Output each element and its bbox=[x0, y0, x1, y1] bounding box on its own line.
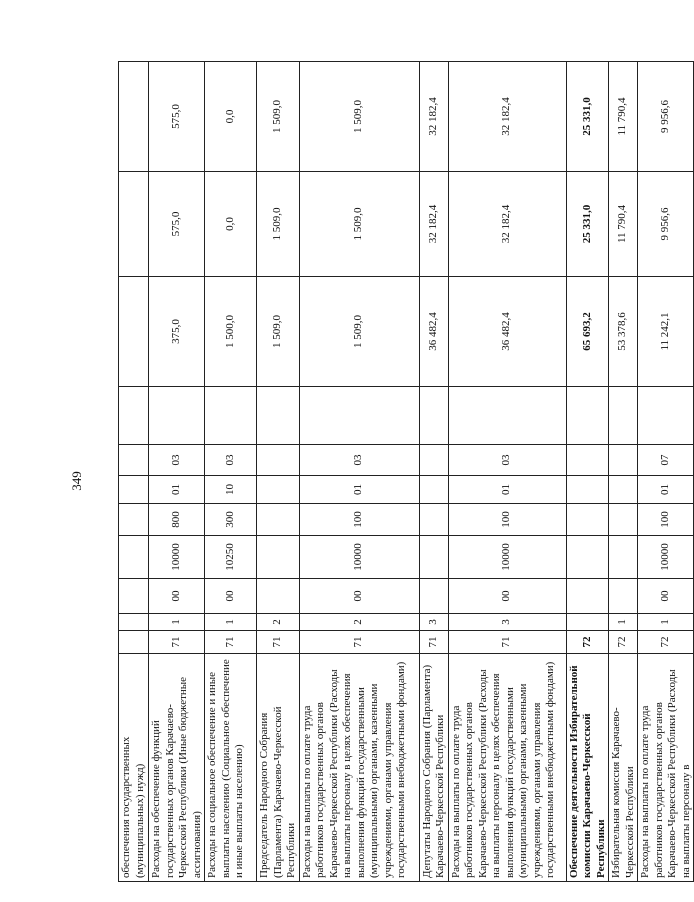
code-cell: 01 bbox=[149, 476, 205, 504]
code-cell: 71 bbox=[448, 631, 566, 654]
code-cell bbox=[566, 579, 609, 614]
code-cell bbox=[566, 536, 609, 579]
code-cell bbox=[609, 387, 638, 445]
code-cell bbox=[419, 445, 448, 476]
code-cell: 3 bbox=[419, 614, 448, 631]
code-cell: 1 bbox=[205, 614, 257, 631]
row-name-cell: Расходы на обеспечение функций государственных органов Карачаево-Черкесской Республики (Иные бюджетные ассигнования) bbox=[149, 654, 205, 882]
code-cell: 71 bbox=[299, 631, 419, 654]
code-cell bbox=[419, 504, 448, 536]
amount-cell: 1 500,0 bbox=[205, 277, 257, 387]
code-cell: 800 bbox=[149, 504, 205, 536]
code-cell: 100 bbox=[638, 504, 694, 536]
code-cell bbox=[566, 445, 609, 476]
code-cell bbox=[419, 579, 448, 614]
code-cell bbox=[205, 387, 257, 445]
code-cell: 00 bbox=[299, 579, 419, 614]
code-cell: 10000 bbox=[448, 536, 566, 579]
amount-cell: 36 482,4 bbox=[419, 277, 448, 387]
table-row bbox=[257, 62, 300, 882]
code-cell: 1 bbox=[609, 614, 638, 631]
code-cell: 1 bbox=[149, 614, 205, 631]
code-cell: 71 bbox=[205, 631, 257, 654]
page-number: 349 bbox=[69, 471, 84, 491]
code-cell: 03 bbox=[299, 445, 419, 476]
code-cell bbox=[119, 579, 149, 614]
code-cell: 72 bbox=[609, 631, 638, 654]
code-cell bbox=[119, 504, 149, 536]
row-name-cell: Председатель Народного Собрания (Парламента) Карачаево-Черкесской Республики bbox=[257, 654, 300, 882]
amount-cell: 32 182,4 bbox=[419, 62, 448, 172]
table-row bbox=[149, 62, 205, 882]
code-cell: 10000 bbox=[149, 536, 205, 579]
code-cell bbox=[257, 504, 300, 536]
amount-cell: 32 182,4 bbox=[419, 172, 448, 277]
row-name-cell: Депутаты Народного Собрания (Парламента) Карачаево-Черкесской Республики bbox=[419, 654, 448, 882]
code-cell bbox=[257, 536, 300, 579]
row-name-cell: Расходы на выплаты по оплате труда работников государственных органов Карачаево-Черкесской Республики (Расходы на выплаты персоналу в целях обеспечения выполнения функций государственными (муниципальными) органами, казенными учреждениями, органами управления государственными внебюджетными фондами) bbox=[448, 654, 566, 882]
amount-cell: 575,0 bbox=[149, 172, 205, 277]
code-cell: 01 bbox=[638, 476, 694, 504]
code-cell: 300 bbox=[205, 504, 257, 536]
code-cell bbox=[119, 387, 149, 445]
code-cell: 00 bbox=[638, 579, 694, 614]
row-name-cell: обеспечения государственных (муниципальных) нужд) bbox=[119, 654, 149, 882]
amount-cell: 11 790,4 bbox=[609, 62, 638, 172]
amount-cell: 0,0 bbox=[205, 62, 257, 172]
amount-cell: 375,0 bbox=[149, 277, 205, 387]
amount-cell: 36 482,4 bbox=[448, 277, 566, 387]
row-name-cell: Избирательная комиссия Карачаево-Черкесской Республики bbox=[609, 654, 638, 882]
code-cell: 10000 bbox=[638, 536, 694, 579]
table-row bbox=[609, 62, 638, 882]
table-row bbox=[419, 62, 448, 882]
row-name-cell: Расходы на выплаты по оплате труда работников государственных органов Карачаево-Черкесской Республики (Расходы на выплаты персоналу в bbox=[638, 654, 694, 882]
code-cell: 00 bbox=[448, 579, 566, 614]
table-row bbox=[448, 62, 566, 882]
code-cell bbox=[609, 445, 638, 476]
code-cell: 10 bbox=[205, 476, 257, 504]
table-row bbox=[299, 62, 419, 882]
budget-table bbox=[118, 61, 694, 882]
code-cell bbox=[257, 445, 300, 476]
table-body bbox=[119, 62, 694, 882]
code-cell: 01 bbox=[299, 476, 419, 504]
code-cell bbox=[609, 476, 638, 504]
row-name-cell: Расходы на выплаты по оплате труда работников государственных органов Карачаево-Черкесской Республики (Расходы на выплаты персоналу в целях обеспечения выполнения функций государственными (муниципальными) органами, казенными учреждениями, органами управления государственными внебюджетными фондами) bbox=[299, 654, 419, 882]
code-cell: 100 bbox=[299, 504, 419, 536]
table-row bbox=[566, 62, 609, 882]
code-cell: 2 bbox=[299, 614, 419, 631]
code-cell: 71 bbox=[257, 631, 300, 654]
code-cell bbox=[119, 476, 149, 504]
code-cell: 3 bbox=[448, 614, 566, 631]
amount-cell: 25 331,0 bbox=[566, 62, 609, 172]
code-cell: 1 bbox=[638, 614, 694, 631]
code-cell bbox=[119, 631, 149, 654]
amount-cell: 9 956,6 bbox=[638, 62, 694, 172]
amount-cell: 32 182,4 bbox=[448, 62, 566, 172]
row-name-cell: Расходы на социальное обеспечение и иные выплаты населению (Социальное обеспечение и иные выплаты населению) bbox=[205, 654, 257, 882]
amount-cell bbox=[119, 172, 149, 277]
code-cell bbox=[119, 614, 149, 631]
code-cell bbox=[566, 476, 609, 504]
code-cell: 100 bbox=[448, 504, 566, 536]
code-cell: 72 bbox=[566, 631, 609, 654]
code-cell bbox=[448, 387, 566, 445]
amount-cell: 0,0 bbox=[205, 172, 257, 277]
amount-cell: 11 790,4 bbox=[609, 172, 638, 277]
rotated-page bbox=[118, 62, 692, 882]
code-cell: 10000 bbox=[299, 536, 419, 579]
code-cell bbox=[609, 579, 638, 614]
code-cell bbox=[566, 504, 609, 536]
code-cell bbox=[609, 504, 638, 536]
amount-cell: 53 378,6 bbox=[609, 277, 638, 387]
code-cell: 01 bbox=[448, 476, 566, 504]
row-name-cell: Обеспечение деятельности Избирательной комиссии Карачаево-Черкесской Республики bbox=[566, 654, 609, 882]
amount-cell: 11 242,1 bbox=[638, 277, 694, 387]
budget-table-frame bbox=[118, 62, 692, 882]
amount-cell: 65 693,2 bbox=[566, 277, 609, 387]
code-cell bbox=[419, 387, 448, 445]
amount-cell bbox=[119, 62, 149, 172]
amount-cell: 1 509,0 bbox=[257, 172, 300, 277]
code-cell: 2 bbox=[257, 614, 300, 631]
code-cell bbox=[419, 476, 448, 504]
code-cell: 10250 bbox=[205, 536, 257, 579]
amount-cell: 1 509,0 bbox=[299, 172, 419, 277]
code-cell bbox=[566, 614, 609, 631]
code-cell: 07 bbox=[638, 445, 694, 476]
code-cell: 71 bbox=[149, 631, 205, 654]
code-cell: 72 bbox=[638, 631, 694, 654]
code-cell bbox=[257, 476, 300, 504]
amount-cell: 1 509,0 bbox=[257, 277, 300, 387]
code-cell bbox=[419, 536, 448, 579]
code-cell bbox=[299, 387, 419, 445]
code-cell: 00 bbox=[205, 579, 257, 614]
amount-cell: 575,0 bbox=[149, 62, 205, 172]
code-cell bbox=[566, 387, 609, 445]
amount-cell: 32 182,4 bbox=[448, 172, 566, 277]
amount-cell: 1 509,0 bbox=[299, 62, 419, 172]
code-cell: 71 bbox=[419, 631, 448, 654]
table-row bbox=[205, 62, 257, 882]
code-cell bbox=[638, 387, 694, 445]
amount-cell: 1 509,0 bbox=[257, 62, 300, 172]
code-cell: 00 bbox=[149, 579, 205, 614]
code-cell bbox=[257, 387, 300, 445]
code-cell bbox=[257, 579, 300, 614]
table-row bbox=[638, 62, 694, 882]
amount-cell bbox=[119, 277, 149, 387]
amount-cell: 9 956,6 bbox=[638, 172, 694, 277]
amount-cell: 1 509,0 bbox=[299, 277, 419, 387]
table-row bbox=[119, 62, 149, 882]
code-cell: 03 bbox=[149, 445, 205, 476]
code-cell bbox=[609, 536, 638, 579]
code-cell bbox=[149, 387, 205, 445]
code-cell: 03 bbox=[205, 445, 257, 476]
code-cell: 03 bbox=[448, 445, 566, 476]
code-cell bbox=[119, 536, 149, 579]
code-cell bbox=[119, 445, 149, 476]
amount-cell: 25 331,0 bbox=[566, 172, 609, 277]
